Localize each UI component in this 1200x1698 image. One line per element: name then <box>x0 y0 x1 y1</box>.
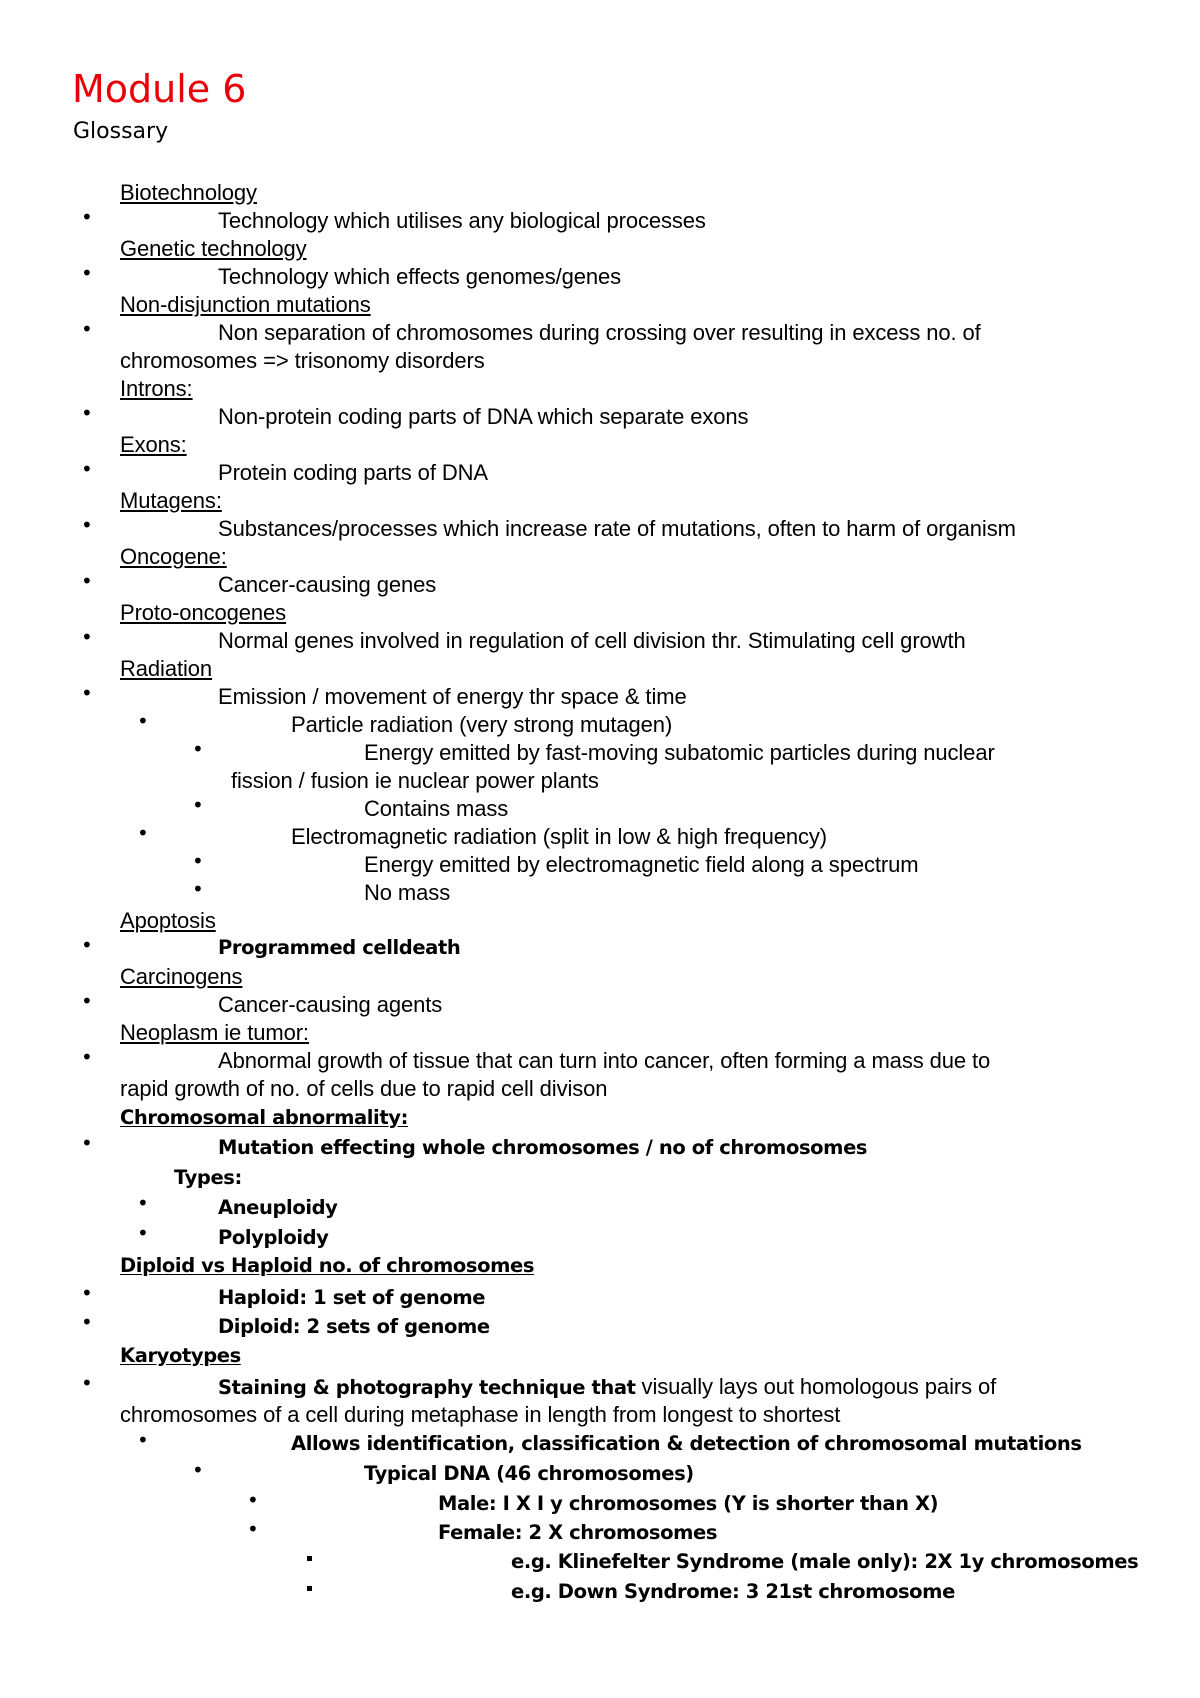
definition-proto-oncogenes: Normal genes involved in regulation of cell division thr. Stimulating cell growth <box>218 628 966 653</box>
bullet-icon: • <box>192 737 204 761</box>
bullet-icon: • <box>192 1458 204 1482</box>
definition-chromosomal-abnormality: Mutation effecting whole chromosomes / no of chromosomes <box>218 1136 868 1159</box>
bullet-icon: • <box>247 1488 259 1512</box>
definition-oncogene: Cancer-causing genes <box>218 572 437 597</box>
page-title: Module 6 <box>72 67 247 111</box>
definition-karyotypes-cont: chromosomes of a cell during metaphase in length from longest to shortest <box>120 1402 841 1427</box>
definition-non-disjunction-cont: chromosomes => trisonomy disorders <box>120 348 485 373</box>
definition-apoptosis: Programmed celldeath <box>218 936 461 959</box>
karyotypes-typical-dna: Typical DNA (46 chromosomes) <box>364 1462 694 1485</box>
radiation-electromagnetic-detail: Energy emitted by electromagnetic field along a spectrum <box>364 852 919 877</box>
karyotypes-male: Male: I X I y chromosomes (Y is shorter than X) <box>438 1492 939 1515</box>
term-biotechnology: Biotechnology <box>120 180 257 205</box>
term-proto-oncogenes: Proto-oncogenes <box>120 600 287 625</box>
square-bullet-icon <box>307 1556 312 1561</box>
radiation-particle-detail: Energy emitted by fast-moving subatomic particles during nuclear <box>364 740 995 765</box>
term-genetic-technology: Genetic technology <box>120 236 307 261</box>
definition-non-disjunction: Non separation of chromosomes during crossing over resulting in excess no. of <box>218 320 981 345</box>
karyotypes-down-syndrome: e.g. Down Syndrome: 3 21st chromosome <box>511 1580 955 1603</box>
karyotypes-female: Female: 2 X chromosomes <box>438 1521 718 1544</box>
definition-karyotypes-bold: Staining & photography technique that <box>218 1376 636 1399</box>
definition-karyotypes <box>218 1376 996 1398</box>
definition-neoplasm-cont: rapid growth of no. of cells due to rapid cell divison <box>120 1076 608 1101</box>
bullet-icon: • <box>81 513 93 537</box>
term-chromosomal-abnormality: Chromosomal abnormality: <box>120 1106 408 1129</box>
radiation-electromagnetic-mass: No mass <box>364 880 451 905</box>
radiation-particle-detail-cont: fission / fusion ie nuclear power plants <box>231 768 599 793</box>
bullet-icon: • <box>81 989 93 1013</box>
bullet-icon: • <box>81 933 93 957</box>
term-oncogene: Oncogene: <box>120 544 227 569</box>
bullet-icon: • <box>81 317 93 341</box>
definition-carcinogens: Cancer-causing agents <box>218 992 443 1017</box>
term-karyotypes: Karyotypes <box>120 1344 241 1367</box>
definition-radiation: Emission / movement of energy thr space & time <box>218 684 687 709</box>
bullet-icon: • <box>81 1045 93 1069</box>
bullet-icon: • <box>137 1428 149 1452</box>
bullet-icon: • <box>192 877 204 901</box>
bullet-icon: • <box>81 1131 93 1155</box>
radiation-particle-mass: Contains mass <box>364 796 509 821</box>
bullet-icon: • <box>81 569 93 593</box>
bullet-icon: • <box>247 1517 259 1541</box>
square-bullet-icon <box>307 1586 312 1591</box>
definition-biotechnology: Technology which utilises any biological processes <box>218 208 706 233</box>
term-exons: Exons: <box>120 432 187 457</box>
term-apoptosis: Apoptosis <box>120 908 216 933</box>
types-label: Types: <box>174 1166 242 1189</box>
karyotypes-identification: Allows identification, classification & detection of chromosomal mutations <box>291 1432 1082 1455</box>
bullet-icon: • <box>81 681 93 705</box>
term-introns: Introns: <box>120 376 193 401</box>
haploid-item: Haploid: 1 set of genome <box>218 1286 486 1309</box>
bullet-icon: • <box>81 457 93 481</box>
bullet-icon: • <box>137 1191 149 1215</box>
page-subtitle: Glossary <box>73 119 169 144</box>
definition-mutagens: Substances/processes which increase rate of mutations, often to harm of organism <box>218 516 1016 541</box>
term-mutagens: Mutagens: <box>120 488 222 513</box>
term-radiation: Radiation <box>120 656 213 681</box>
term-diploid-haploid: Diploid vs Haploid no. of chromosomes <box>120 1254 535 1277</box>
bullet-icon: • <box>81 401 93 425</box>
definition-exons: Protein coding parts of DNA <box>218 460 488 485</box>
radiation-electromagnetic: Electromagnetic radiation (split in low & high frequency) <box>291 824 828 849</box>
diploid-item: Diploid: 2 sets of genome <box>218 1315 490 1338</box>
bullet-icon: • <box>81 261 93 285</box>
bullet-icon: • <box>137 821 149 845</box>
bullet-icon: • <box>192 793 204 817</box>
bullet-icon: • <box>81 1281 93 1305</box>
bullet-icon: • <box>137 1221 149 1245</box>
bullet-icon: • <box>81 205 93 229</box>
bullet-icon: • <box>192 849 204 873</box>
bullet-icon: • <box>137 709 149 733</box>
term-non-disjunction: Non-disjunction mutations <box>120 292 371 317</box>
definition-introns: Non-protein coding parts of DNA which separate exons <box>218 404 749 429</box>
term-carcinogens: Carcinogens <box>120 964 243 989</box>
definition-genetic-technology: Technology which effects genomes/genes <box>218 264 622 289</box>
type-polyploidy: Polyploidy <box>218 1226 329 1249</box>
definition-neoplasm: Abnormal growth of tissue that can turn into cancer, often forming a mass due to <box>218 1048 991 1073</box>
bullet-icon: • <box>81 625 93 649</box>
definition-karyotypes-rest: visually lays out homologous pairs of <box>635 1374 997 1399</box>
bullet-icon: • <box>81 1310 93 1334</box>
bullet-icon: • <box>81 1371 93 1395</box>
term-neoplasm: Neoplasm ie tumor: <box>120 1020 309 1045</box>
type-aneuploidy: Aneuploidy <box>218 1196 338 1219</box>
radiation-particle: Particle radiation (very strong mutagen) <box>291 712 673 737</box>
karyotypes-klinefelter: e.g. Klinefelter Syndrome (male only): 2X 1y chromosomes <box>511 1550 1139 1573</box>
